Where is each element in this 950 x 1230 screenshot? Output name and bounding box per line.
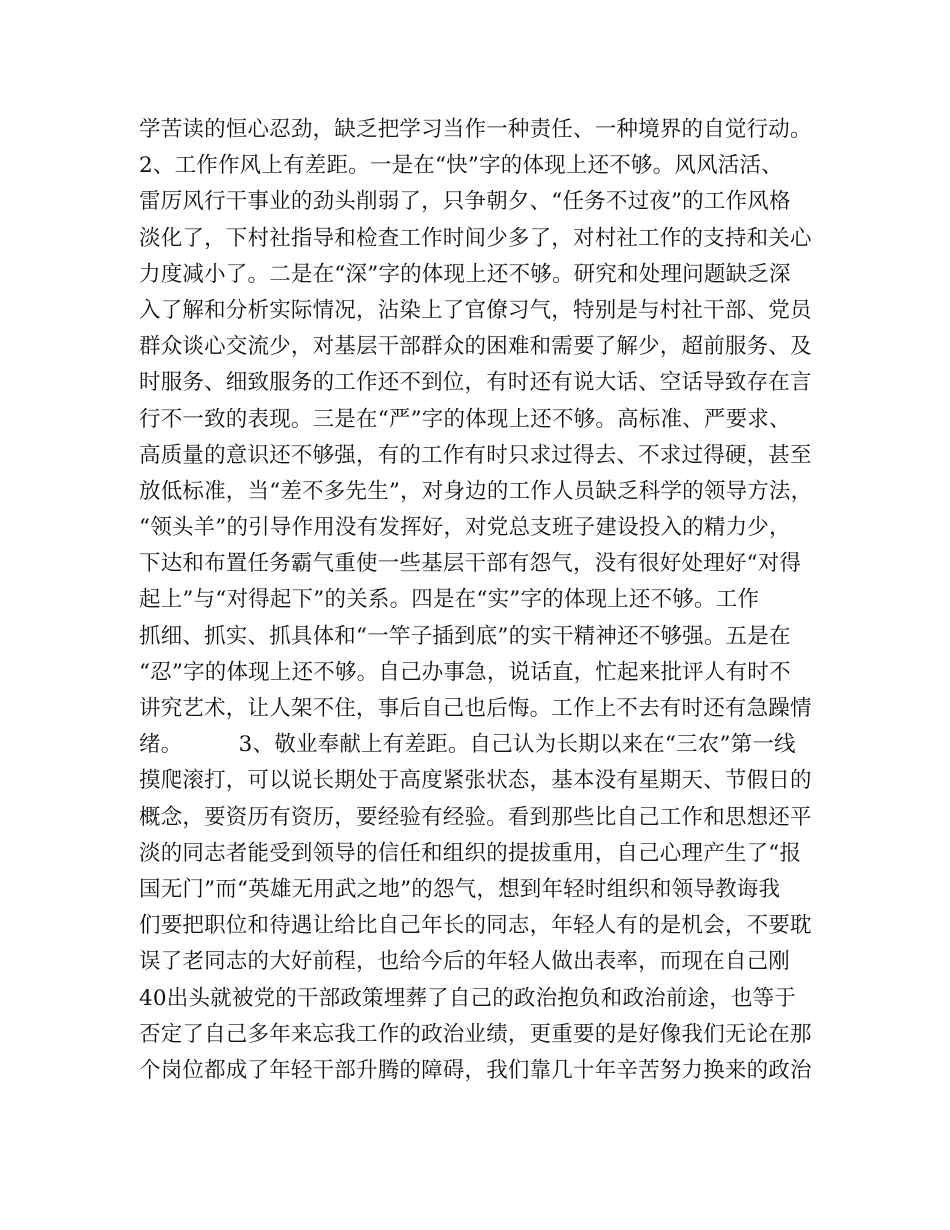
text-line: 摸爬滚打，可以说长期处于高度紧张状态，基本没有星期天、节假日的 [139,768,812,794]
text-line: 群众谈心交流少，对基层干部群众的困难和需要了解少，超前服务、及 [139,334,812,360]
body-text [139,112,829,1089]
text-line: 入了解和分析实际情况，沾染上了官僚习气，特别是与村社干部、党员 [139,297,812,323]
text-line: 绪。 3、敬业奉献上有差距。自己认为长期以来在“三农”第一线 [139,732,796,758]
text-line: 力度减小了。二是在“深”字的体现上还不够。研究和处理问题缺乏深 [139,261,791,287]
text-line: 2、工作作风上有差距。一是在“快”字的体现上还不够。风风活活、 [139,153,783,179]
text-line: 放低标准，当“差不多先生”，对身边的工作人员缺乏科学的领导方法， [139,478,813,504]
text-line: 国无门”而“英雄无用武之地”的怨气，想到年轻时组织和领导教诲我 [139,876,781,902]
text-line: “领头羊”的引导作用没有发挥好，对党总支班子建设投入的精力少， [139,515,791,541]
text-line: “忍”字的体现上还不够。自己办事急，说话直，忙起来批评人有时不 [139,659,791,685]
text-line: 40出头就被党的干部政策埋葬了自己的政治抱负和政治前途，也等于 [139,985,797,1011]
text-line: 们要把职位和待遇让给比自己年长的同志，年轻人有的是机会，不要耽 [139,913,812,939]
text-line: 下达和布置任务霸气重使一些基层干部有怨气，没有很好处理好“对得 [139,551,802,577]
text-line: 高质量的意识还不够强，有的工作有时只求过得去、不求过得硬，甚至 [139,442,812,468]
text-line: 抓细、抓实、抓具体和“一竿子插到底”的实干精神还不够强。五是在 [139,623,791,649]
text-line: 概念，要资历有资历，要经验有经验。看到那些比自己工作和思想还平 [139,804,812,830]
text-line: 淡化了，下村社指导和检查工作时间少多了，对村社工作的支持和关心 [139,225,812,251]
text-line: 个岗位都成了年轻干部升腾的障碍，我们靠几十年辛苦努力换来的政治 [139,1057,812,1083]
text-line: 讲究艺术，让人架不住，事后自己也后悔。工作上不去有时还有急躁情 [139,696,812,721]
text-line: 学苦读的恒心忍劲，缺乏把学习当作一种责任、一种境界的自觉行动。 [139,117,812,142]
text-line: 行不一致的表现。三是在“严”字的体现上还不够。高标准、严要求、 [139,406,791,432]
text-line: 误了老同志的大好前程，也给今后的年轻人做出表率，而现在自己刚 [139,949,791,975]
text-line: 雷厉风行干事业的劲头削弱了，只争朝夕、“任务不过夜”的工作风格 [139,189,791,215]
text-line: 否定了自己多年来忘我工作的政治业绩，更重要的是好像我们无论在那 [139,1021,812,1047]
text-line: 时服务、细致服务的工作还不到位，有时还有说大话、空话导致存在言 [139,370,812,396]
text-line: 起上”与“对得起下”的关系。四是在“实”字的体现上还不够。工作 [139,587,760,613]
text-line: 淡的同志者能受到领导的信任和组织的提拔重用，自己心理产生了“报 [139,840,802,866]
